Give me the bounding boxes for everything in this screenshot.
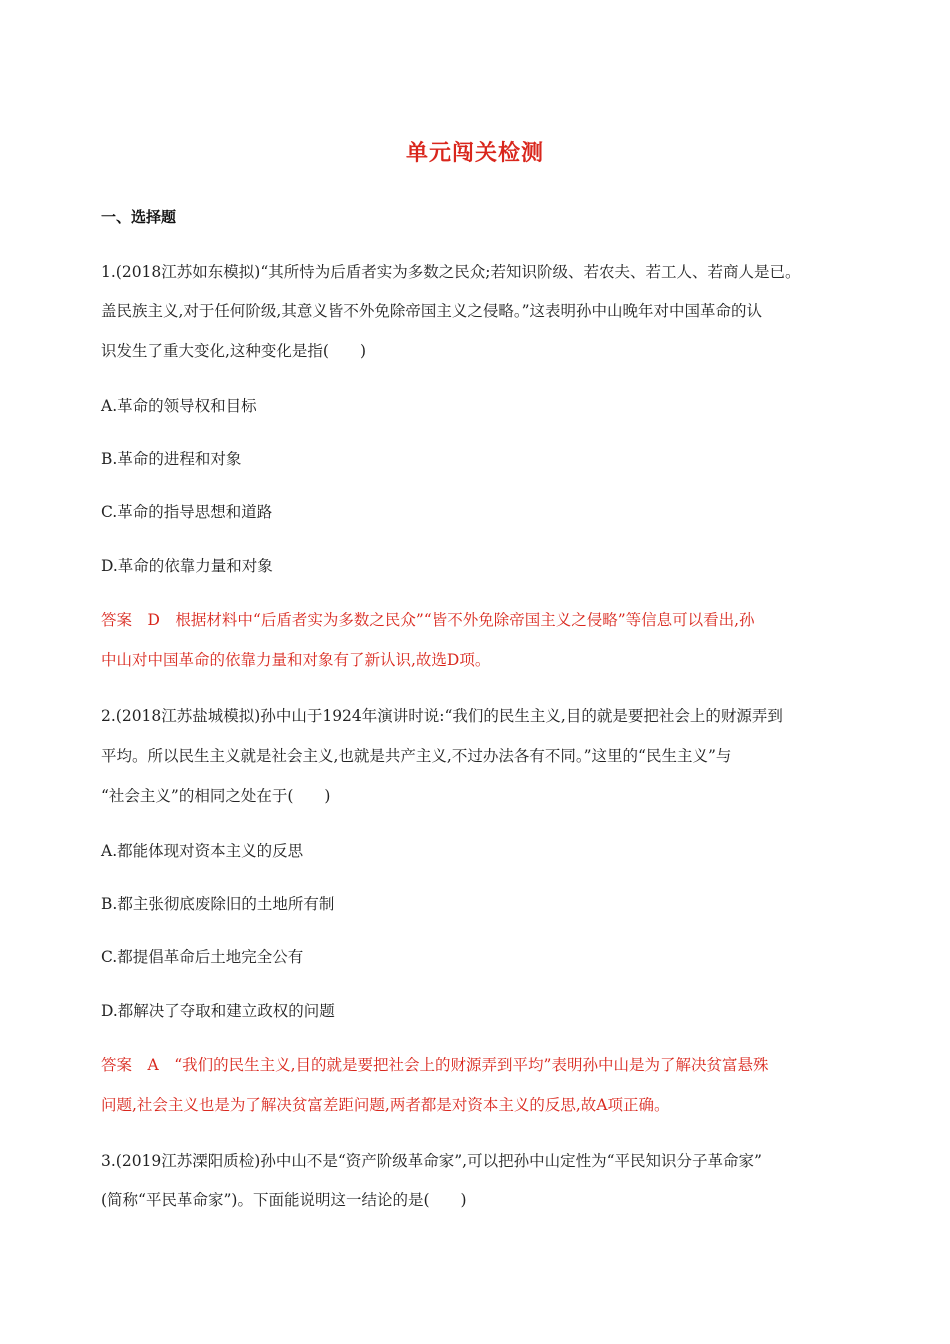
question-2-option-d: D.都解决了夺取和建立政权的问题: [101, 1002, 335, 1020]
question-3-line-2: (简称“平民革命家”)。下面能说明这一结论的是( ): [101, 1191, 467, 1209]
question-1-line-1: 1.(2018江苏如东模拟)“其所恃为后盾者实为多数之民众;若知识阶级、若农夫、若工人、若商人是已。: [101, 263, 801, 281]
question-2-answer-line-1: 答案 A “我们的民生主义,目的就是要把社会上的财源弄到平均”表明孙中山是为了解决贫富悬殊: [101, 1056, 769, 1074]
question-2-option-a: A.都能体现对资本主义的反思: [101, 842, 304, 860]
question-2-option-b: B.都主张彻底废除旧的土地所有制: [101, 895, 335, 913]
question-1-option-c: C.革命的指导思想和道路: [101, 503, 273, 521]
question-2-line-2: 平均。所以民生主义就是社会主义,也就是共产主义,不过办法各有不同。”这里的“民生主义”与: [101, 747, 732, 765]
question-1-answer-line-2: 中山对中国革命的依靠力量和对象有了新认识,故选D项。: [101, 651, 491, 669]
page-title: 单元闯关检测: [405, 141, 544, 166]
question-1-option-a: A.革命的领导权和目标: [101, 397, 257, 415]
question-3-line-1: 3.(2019江苏溧阳质检)孙中山不是“资产阶级革命家”,可以把孙中山定性为“平民知识分子革命家”: [101, 1152, 762, 1170]
question-2-line-1: 2.(2018江苏盐城模拟)孙中山于1924年演讲时说:“我们的民生主义,目的就是要把社会上的财源弄到: [101, 707, 783, 725]
question-1-line-3: 识发生了重大变化,这种变化是指( ): [101, 342, 367, 360]
question-1-option-d: D.革命的依靠力量和对象: [101, 557, 273, 575]
question-2-line-3: “社会主义”的相同之处在于( ): [101, 787, 331, 805]
question-2-option-c: C.都提倡革命后土地完全公有: [101, 948, 304, 966]
question-1-answer-line-1: 答案 D 根据材料中“后盾者实为多数之民众”“皆不外免除帝国主义之侵略”等信息可以看出,孙: [101, 611, 755, 629]
section-heading: 一、选择题: [101, 208, 177, 226]
question-1-line-2: 盖民族主义,对于任何阶级,其意义皆不外免除帝国主义之侵略。”这表明孙中山晚年对中国革命的认: [101, 302, 763, 320]
question-1-option-b: B.革命的进程和对象: [101, 450, 242, 468]
question-2-answer-line-2: 问题,社会主义也是为了解决贫富差距问题,两者都是对资本主义的反思,故A项正确。: [101, 1096, 670, 1114]
